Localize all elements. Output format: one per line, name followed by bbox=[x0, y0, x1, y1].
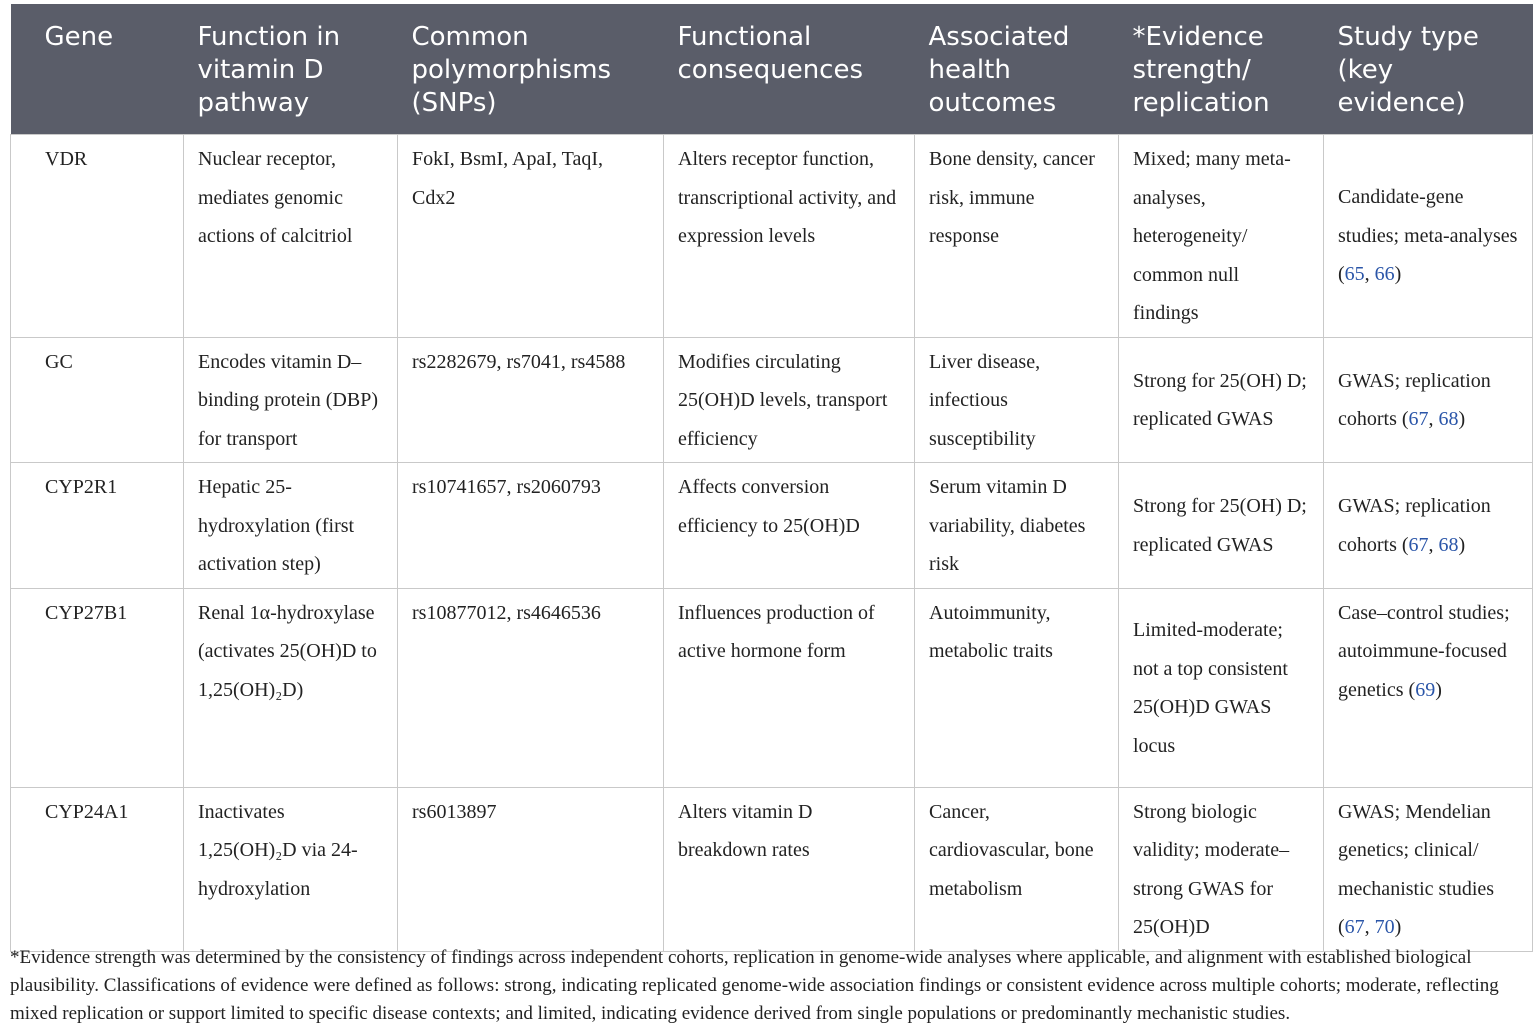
table-row bbox=[11, 337, 1533, 463]
table-footnote: *Evidence strength was determined by the consistency of findings across independent cohorts, replication in genome-wide analyses where applicable, and alignment with established biological plausibility. Classifications of evidence were defined as follows: strong, indicating replicated genome-wide association findings or consistent evidence across multiple cohorts; moderate, reflecting mixed replication or support limited to specific disease contexts; and limited, indicating evidence derived from single populations or predominantly mechanistic studies. bbox=[10, 947, 1499, 1024]
reference-link[interactable]: 66 bbox=[1374, 263, 1395, 285]
cell-evidence: Strong biologic validity; moderate–strong GWAS for 25(OH)D bbox=[1119, 787, 1324, 951]
cell-evidence: Strong for 25(OH) D; replicated GWAS bbox=[1119, 337, 1324, 463]
cell-consequences: Influences production of active hormone form bbox=[664, 588, 915, 787]
cell-evidence: Limited-moderate; not a top consistent 25(OH)D GWAS locus bbox=[1119, 588, 1324, 787]
cell-function: Nuclear receptor, mediates genomic actions of calcitriol bbox=[184, 135, 398, 338]
cell-gene: VDR bbox=[11, 135, 184, 338]
header-consequences: Functional consequences bbox=[664, 4, 915, 135]
cell-snps: FokI, BsmI, ApaI, TaqI, Cdx2 bbox=[398, 135, 664, 338]
study-text: GWAS; replication cohorts ( bbox=[1338, 495, 1491, 556]
cell-gene: CYP24A1 bbox=[11, 787, 184, 951]
cell-evidence: Strong for 25(OH) D; replicated GWAS bbox=[1119, 463, 1324, 589]
reference-link[interactable]: 70 bbox=[1374, 916, 1395, 938]
cell-function: Hepatic 25-hydroxylation (first activation step) bbox=[184, 463, 398, 589]
cell-outcomes: Cancer, cardiovascular, bone metabolism bbox=[915, 787, 1119, 951]
header-gene: Gene bbox=[11, 4, 184, 135]
study-text: GWAS; Mendelian genetics; clinical/ mechanistic studies ( bbox=[1338, 800, 1495, 938]
cell-consequences: Affects conversion efficiency to 25(OH)D bbox=[664, 463, 915, 589]
header-row bbox=[11, 4, 1533, 135]
reference-link[interactable]: 68 bbox=[1438, 408, 1459, 431]
study-text-end: ) bbox=[1458, 408, 1466, 431]
study-text: GWAS; replication cohorts ( bbox=[1338, 369, 1491, 431]
reference-link[interactable]: 65 bbox=[1344, 263, 1365, 285]
cell-study-type bbox=[1324, 588, 1533, 787]
study-text: Candidate-gene studies; meta-analyses ( bbox=[1338, 186, 1518, 285]
table-body bbox=[11, 135, 1533, 952]
cell-study-type: Candidate-gene studies; meta-analyses (65, 66) bbox=[1324, 135, 1533, 338]
table-row bbox=[11, 588, 1533, 787]
cell-consequences: Alters receptor function, transcriptional activity, and expression levels bbox=[664, 135, 915, 338]
study-text-end: ) bbox=[1394, 263, 1402, 285]
cell-outcomes: Liver disease, infectious susceptibility bbox=[915, 337, 1119, 463]
study-text-end: ) bbox=[1394, 916, 1402, 938]
cell-function: Encodes vitamin D–binding protein (DBP) for transport bbox=[184, 337, 398, 463]
cell-snps: rs6013897 bbox=[398, 787, 664, 951]
cell-snps: rs2282679, rs7041, rs4588 bbox=[398, 337, 664, 463]
study-text: Case–control studies; autoimmune-focused genetics ( bbox=[1338, 601, 1510, 701]
cell-function: Renal 1α-hydroxylase (activates 25(OH)D to 1,25(OH)₂D) bbox=[184, 588, 398, 787]
cell-outcomes: Autoimmunity, metabolic traits bbox=[915, 588, 1119, 787]
cell-study-type: GWAS; Mendelian genetics; clinical/ mechanistic studies (67, 70) bbox=[1324, 787, 1533, 951]
study-text-end: ) bbox=[1435, 678, 1442, 701]
cell-snps: rs10741657, rs2060793 bbox=[398, 463, 664, 589]
cell-study-type: GWAS; replication cohorts (67, 68) bbox=[1324, 337, 1533, 463]
reference-link[interactable]: 67 bbox=[1408, 533, 1429, 556]
table-header bbox=[11, 4, 1533, 135]
table-row bbox=[11, 463, 1533, 589]
cell-gene: GC bbox=[11, 337, 184, 463]
cell-function: Inactivates 1,25(OH)₂D via 24-hydroxylation bbox=[184, 787, 398, 951]
cell-evidence: Mixed; many meta-analyses, heterogeneity/ common null findings bbox=[1119, 135, 1324, 338]
table-row bbox=[11, 135, 1533, 338]
reference-link[interactable]: 67 bbox=[1344, 916, 1365, 938]
reference-link[interactable]: 69 bbox=[1415, 678, 1436, 701]
cell-consequences: Alters vitamin D breakdown rates bbox=[664, 787, 915, 951]
cell-outcomes: Serum vitamin D variability, diabetes risk bbox=[915, 463, 1119, 589]
reference-link[interactable]: 67 bbox=[1408, 408, 1429, 431]
header-evidence: *Evidence strength/ replication bbox=[1119, 4, 1324, 135]
cell-study-type: GWAS; replication cohorts (67, 68) bbox=[1324, 463, 1533, 589]
study-text-end: ) bbox=[1458, 533, 1466, 556]
cell-snps: rs10877012, rs4646536 bbox=[398, 588, 664, 787]
header-outcomes: Associated health outcomes bbox=[915, 4, 1119, 135]
cell-gene: CYP2R1 bbox=[11, 463, 184, 589]
table-container bbox=[10, 4, 1532, 952]
header-polymorphisms: Common polymorphisms (SNPs) bbox=[398, 4, 664, 135]
vitamin-d-genes-table bbox=[10, 4, 1533, 952]
table-row bbox=[11, 787, 1533, 951]
reference-link[interactable]: 68 bbox=[1438, 533, 1459, 556]
header-study-type: Study type (key evidence) bbox=[1324, 4, 1533, 135]
cell-outcomes: Bone density, cancer risk, immune response bbox=[915, 135, 1119, 338]
cell-consequences: Modifies circulating 25(OH)D levels, transport efficiency bbox=[664, 337, 915, 463]
cell-gene: CYP27B1 bbox=[11, 588, 184, 787]
header-function: Function in vitamin D pathway bbox=[184, 4, 398, 135]
